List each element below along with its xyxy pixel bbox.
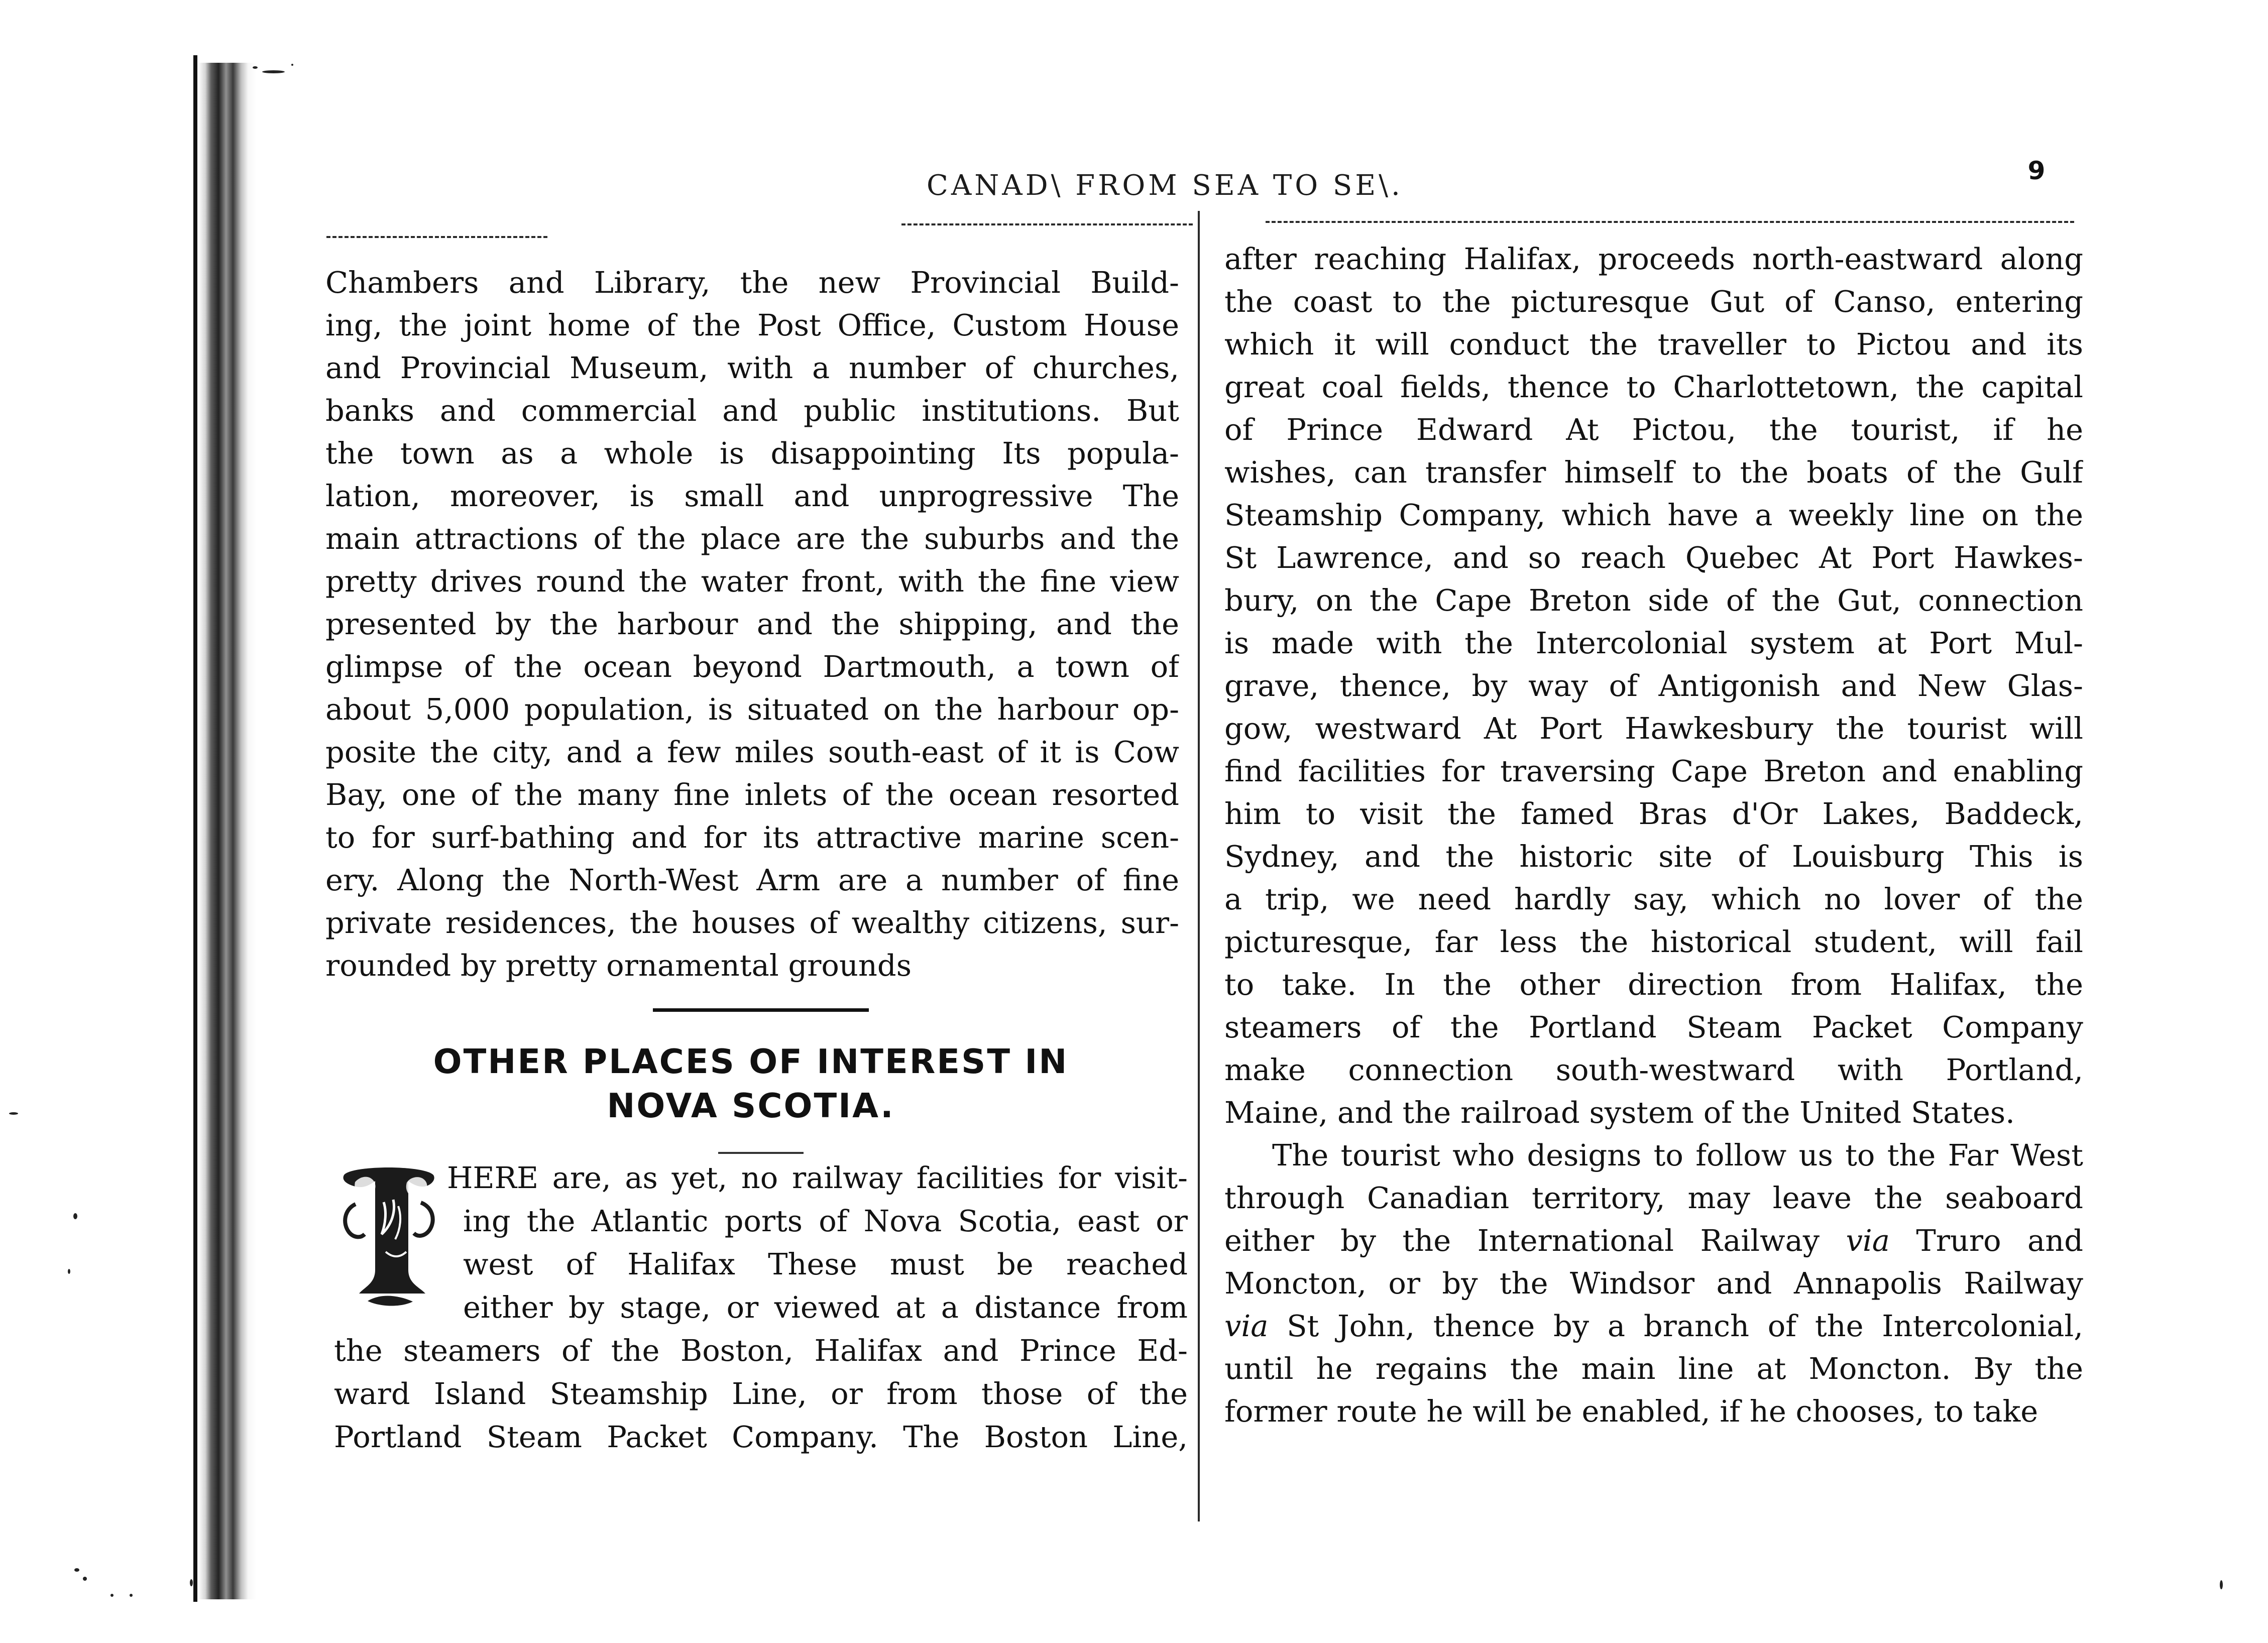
scan-speck (83, 1577, 87, 1581)
section-divider (653, 1008, 869, 1012)
section-line: west of Halifax These must be reached (463, 1247, 1188, 1281)
header-rule-left-short (326, 236, 547, 238)
right-line-segment: Truro and (1889, 1223, 2083, 1258)
right-line: the coast to the picturesque Gut of Canso, entering (1224, 284, 2083, 319)
right-paragraph-2 (1224, 1134, 2083, 1433)
left-line: rounded by pretty ornamental grounds (325, 948, 912, 983)
page-number: 9 (2027, 156, 2046, 185)
left-line: pretty drives round the water front, with the fine view (325, 564, 1179, 599)
right-line-segment: either by the International Railway (1224, 1223, 1846, 1258)
left-line: Chambers and Library, the new Provincial Build- (325, 265, 1179, 300)
right-line-italic: via (1846, 1223, 1890, 1258)
scan-speck (9, 1112, 18, 1115)
left-line: the town as a whole is disappointing Its popula- (325, 436, 1179, 471)
right-line: through Canadian territory, may leave the seaboard (1224, 1181, 2083, 1215)
right-line: which it will conduct the traveller to Pictou and its (1224, 327, 2083, 362)
scan-speck (2220, 1580, 2223, 1589)
left-paragraph-1 (325, 261, 1179, 987)
scan-speck (73, 1213, 77, 1219)
left-line: to for surf-bathing and for its attractive marine scen- (325, 820, 1179, 855)
header-rule-middle (901, 223, 1193, 225)
left-line: and Provincial Museum, with a number of churches, (325, 350, 1179, 385)
right-line: of Prince Edward At Pictou, the tourist, if he (1224, 412, 2083, 447)
left-line: Bay, one of the many fine inlets of the ocean resorted (325, 777, 1179, 812)
scan-speck (291, 64, 293, 66)
left-line: banks and commercial and public institutions. But (325, 393, 1179, 428)
right-line: bury, on the Cape Breton side of the Gut, connection (1224, 583, 2083, 618)
right-column (1224, 238, 2083, 1493)
right-line: him to visit the famed Bras d'Or Lakes, Baddeck, (1224, 796, 2083, 831)
right-line: wishes, can transfer himself to the boats of the Gulf (1224, 455, 2083, 490)
section-line: the steamers of the Boston, Halifax and Prince Ed- (334, 1333, 1188, 1368)
right-line: find facilities for traversing Cape Breton and enabling (1224, 754, 2083, 788)
scan-speck (68, 1269, 70, 1274)
right-line (1224, 1219, 2083, 1262)
section-heading-line-2: NOVA SCOTIA. (607, 1086, 895, 1125)
right-line: Sydney, and the historic site of Louisburg This is (1224, 839, 2083, 874)
section-line: ward Island Steamship Line, or from those of the (334, 1376, 1188, 1411)
left-line: posite the city, and a few miles south-east of it is Cow (325, 735, 1179, 769)
right-line: make connection south-westward with Portland, (1224, 1052, 2083, 1087)
left-line: lation, moreover, is small and unprogressive The (325, 479, 1179, 513)
scan-speck (130, 1594, 133, 1597)
binding-shadow (198, 63, 256, 1599)
left-line: ery. Along the North-West Arm are a number of fine (325, 863, 1179, 897)
section-line: Portland Steam Packet Company. The Boston Line, (334, 1420, 1188, 1454)
section-subrule (718, 1152, 804, 1154)
scan-speck (253, 66, 258, 69)
left-line: about 5,000 population, is situated on the harbour op- (325, 692, 1179, 727)
left-line: private residences, the houses of wealthy citizens, sur- (325, 905, 1179, 940)
left-line: ing, the joint home of the Post Office, Custom House (325, 308, 1179, 342)
section-line: HERE are, as yet, no railway facilities for visit- (447, 1160, 1188, 1195)
right-line: The tourist who designs to follow us to the Far West (1272, 1138, 2083, 1172)
right-line: until he regains the main line at Moncton. By the (1224, 1351, 2083, 1386)
left-column (325, 261, 1179, 994)
running-header: CANAD\ FROM SEA TO SE\. (927, 169, 1403, 202)
section-heading-line-1: OTHER PLACES OF INTEREST IN (433, 1042, 1069, 1081)
right-line-segment: St John, thence by a branch of the Intercolonial, (1268, 1309, 2083, 1343)
right-line: to take. In the other direction from Halifax, the (1224, 967, 2083, 1002)
section-paragraph (334, 1156, 1188, 1508)
right-line: Moncton, or by the Windsor and Annapolis Railway (1224, 1266, 2083, 1301)
right-line: grave, thence, by way of Antigonish and New Glas- (1224, 668, 2083, 703)
right-line (1224, 1305, 2083, 1347)
right-line: picturesque, far less the historical student, will fail (1224, 924, 2083, 959)
scan-speck (74, 1568, 79, 1572)
scan-speck (190, 1579, 193, 1586)
header-rule-right (1266, 221, 2074, 223)
right-line: Steamship Company, which have a weekly line on the (1224, 498, 2083, 532)
left-line: presented by the harbour and the shipping, and the (325, 607, 1179, 641)
right-line: after reaching Halifax, proceeds north-eastward along (1224, 242, 2083, 276)
right-paragraph-1 (1224, 238, 2083, 1134)
right-line: former route he will be enabled, if he chooses, to take (1224, 1394, 2038, 1429)
right-line: is made with the Intercolonial system at Port Mul- (1224, 626, 2083, 660)
left-line: main attractions of the place are the suburbs and the (325, 521, 1179, 556)
right-line: steamers of the Portland Steam Packet Company (1224, 1010, 2083, 1044)
left-line: glimpse of the ocean beyond Dartmouth, a town of (325, 649, 1179, 684)
section-line: either by stage, or viewed at a distance from (463, 1290, 1188, 1325)
right-line: St Lawrence, and so reach Quebec At Port Hawkes- (1224, 540, 2083, 575)
binding-edge (193, 55, 197, 1602)
right-line: great coal fields, thence to Charlottetown, the capital (1224, 370, 2083, 404)
scan-speck (110, 1594, 114, 1597)
right-line-italic: via (1224, 1309, 1269, 1343)
scan-speck (262, 70, 285, 73)
right-line: gow, westward At Port Hawkesbury the tourist will (1224, 711, 2083, 746)
right-line: Maine, and the railroad system of the United States. (1224, 1095, 2015, 1130)
section-line: ing the Atlantic ports of Nova Scotia, east or (463, 1204, 1188, 1238)
section-heading (347, 1039, 1155, 1130)
column-divider (1198, 211, 1200, 1521)
right-line: a trip, we need hardly say, which no lover of the (1224, 882, 2083, 916)
